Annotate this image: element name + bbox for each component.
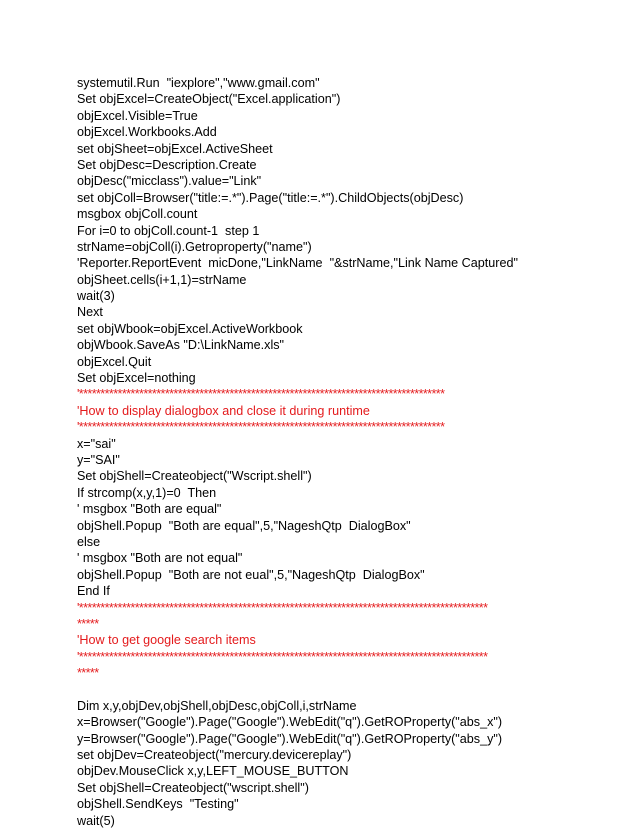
code-line: 'Reporter.ReportEvent micDone,"LinkName "&strName,"Link Name Captured" (77, 256, 518, 271)
code-line: msgbox objColl.count (77, 207, 198, 222)
code-line: wait(3) (77, 289, 115, 304)
code-line: If strcomp(x,y,1)=0 Then (77, 485, 217, 500)
code-line: Dim x,y,objDev,objShell,objDesc,objColl,i,strName (77, 698, 357, 713)
code-line: Next (77, 305, 103, 320)
comment-line: '*********************************************************************************************** (77, 649, 488, 664)
code-line: objWbook.SaveAs "D:\LinkName.xls" (77, 338, 285, 353)
code-line (77, 681, 567, 697)
code-line: objShell.Popup "Both are not eual",5,"NageshQtp DialogBox" (77, 567, 425, 582)
code-line: objExcel.Workbooks.Add (77, 125, 217, 140)
code-line: x="sai" (77, 436, 116, 451)
code-line: Set objDesc=Description.Create (77, 157, 257, 172)
code-line: objShell.Popup "Both are equal",5,"NageshQtp DialogBox" (77, 518, 411, 533)
code-line: objSheet.cells(i+1,1)=strName (77, 272, 247, 287)
code-line: Set objShell=Createobject("Wscript.shell") (77, 469, 312, 484)
code-line: set objDev=Createobject("mercury.devicereplay") (77, 748, 352, 763)
comment-line: ***** (77, 616, 99, 631)
comment-line: 'How to get google search items (77, 633, 256, 648)
code-line: ' msgbox "Both are not equal" (77, 551, 243, 566)
code-line: strName=objColl(i).Getroproperty("name") (77, 239, 312, 254)
comment-line: ***** (77, 666, 99, 681)
code-line: For i=0 to objColl.count-1 step 1 (77, 223, 260, 238)
code-line: objShell.SendKeys "Testing" (77, 797, 239, 812)
comment-line: 'How to display dialogbox and close it during runtime (77, 403, 370, 418)
comment-line: '************************************************************************************* (77, 387, 445, 402)
code-line: End If (77, 584, 110, 599)
code-line: ' msgbox "Both are equal" (77, 502, 222, 517)
code-line: x=Browser("Google").Page("Google").WebEdit("q").GetROProperty("abs_x") (77, 715, 503, 730)
code-line: objExcel.Visible=True (77, 108, 198, 123)
code-line: set objColl=Browser("title:=.*").Page("title:=.*").ChildObjects(objDesc) (77, 190, 464, 205)
code-line: y="SAI" (77, 452, 120, 467)
code-line: wait(5) (77, 813, 115, 828)
code-line: objDev.MouseClick x,y,LEFT_MOUSE_BUTTON (77, 764, 349, 779)
comment-line: '************************************************************************************* (77, 420, 445, 435)
code-line: objExcel.Quit (77, 354, 152, 369)
code-line: Set objShell=Createobject("wscript.shell") (77, 780, 309, 795)
code-line: else (77, 534, 101, 549)
code-line: Set objExcel=nothing (77, 371, 196, 386)
code-line: objDesc("micclass").value="Link" (77, 174, 262, 189)
code-line: y=Browser("Google").Page("Google").WebEdit("q").GetROProperty("abs_y") (77, 731, 503, 746)
code-line: Set objExcel=CreateObject("Excel.application") (77, 92, 341, 107)
code-line: set objWbook=objExcel.ActiveWorkbook (77, 321, 303, 336)
code-listing (77, 75, 567, 829)
comment-line: '*********************************************************************************************** (77, 600, 488, 615)
code-line: systemutil.Run "iexplore","www.gmail.com" (77, 76, 320, 90)
code-line: set objSheet=objExcel.ActiveSheet (77, 141, 273, 156)
